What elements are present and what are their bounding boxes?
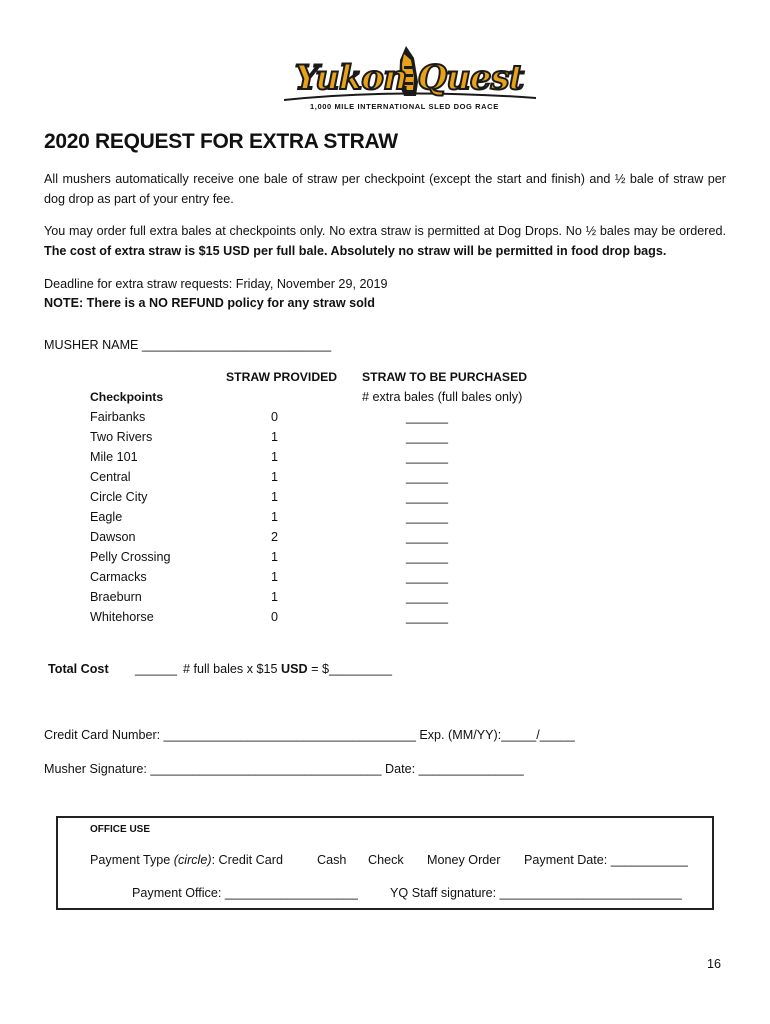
- page-title: 2020 REQUEST FOR EXTRA STRAW: [44, 130, 398, 153]
- checkpoint-name: Pelly Crossing: [90, 550, 171, 564]
- straw-provided-value: 1: [271, 430, 279, 444]
- extra-bales-field[interactable]: ______: [406, 590, 449, 604]
- refund-note: NOTE: There is a NO REFUND policy for any straw sold: [44, 296, 375, 310]
- yukon-quest-logo: [278, 44, 540, 116]
- credit-card-field[interactable]: Credit Card Number: ____________________________________ Exp. (MM/YY):_____/_____: [44, 728, 575, 742]
- payment-office-field[interactable]: Payment Office: ___________________: [132, 886, 358, 900]
- ordering-rules-text: You may order full extra bales at checkpoints only. No extra straw is permitted at Dog Drops. No ½ bales may be ordered.: [44, 224, 726, 238]
- intro-paragraph: All mushers automatically receive one bale of straw per checkpoint (except the start and finish) and ½ bale of straw per dog drop as part of your entry fee.: [44, 172, 726, 206]
- extra-bales-field[interactable]: ______: [406, 410, 449, 424]
- straw-provided-value: 0: [271, 410, 279, 424]
- straw-provided-value: 1: [271, 470, 279, 484]
- total-formula-text: # full bales x $15: [183, 662, 282, 676]
- checkpoint-name: Braeburn: [90, 590, 142, 604]
- payment-option-money-order[interactable]: Money Order: [427, 853, 501, 867]
- office-use-heading: OFFICE USE: [90, 824, 151, 835]
- payment-type-circle-hint: (circle): [173, 853, 212, 867]
- straw-provided-value: 1: [271, 450, 279, 464]
- deadline-text: Deadline for extra straw requests: Friday, November 29, 2019: [44, 277, 388, 291]
- straw-provided-value: 1: [271, 510, 279, 524]
- extra-bales-field[interactable]: ______: [406, 570, 449, 584]
- payment-option-cash[interactable]: Cash: [317, 853, 347, 867]
- checkpoint-name: Dawson: [90, 530, 136, 544]
- checkpoint-name: Carmacks: [90, 570, 147, 584]
- extra-bales-field[interactable]: ______: [406, 430, 449, 444]
- straw-provided-value: 2: [271, 530, 279, 544]
- page-number: 16: [707, 957, 722, 971]
- musher-signature-field[interactable]: Musher Signature: _________________________________ Date: _______________: [44, 762, 524, 776]
- total-cost-label: Total Cost: [48, 662, 109, 676]
- checkpoint-name: Central: [90, 470, 131, 484]
- ordering-rules-paragraph: [44, 221, 726, 261]
- checkpoint-name: Two Rivers: [90, 430, 153, 444]
- checkpoint-name: Whitehorse: [90, 610, 154, 624]
- checkpoint-name: Mile 101: [90, 450, 138, 464]
- cost-rules-text: The cost of extra straw is $15 USD per full bale. Absolutely no straw will be permitted in food drop bags.: [44, 244, 667, 258]
- extra-bales-field[interactable]: ______: [406, 490, 449, 504]
- payment-date-field[interactable]: Payment Date: ___________: [524, 853, 688, 867]
- payment-option-credit-card[interactable]: : Credit Card: [211, 853, 283, 867]
- logo-wordmark: Yukon Quest: [294, 58, 524, 98]
- payment-option-check[interactable]: Check: [368, 853, 404, 867]
- extra-bales-field[interactable]: ______: [406, 510, 449, 524]
- total-formula: [183, 662, 392, 676]
- straw-provided-value: 1: [271, 570, 279, 584]
- straw-provided-value: 1: [271, 590, 279, 604]
- office-use-box: [56, 816, 714, 910]
- musher-name-field[interactable]: MUSHER NAME ___________________________: [44, 338, 332, 352]
- extra-bales-field[interactable]: ______: [406, 610, 449, 624]
- straw-purchased-header: STRAW TO BE PURCHASED: [362, 370, 527, 384]
- total-currency: USD: [281, 662, 308, 676]
- payment-type-text: Payment Type: [90, 853, 174, 867]
- checkpoint-name: Eagle: [90, 510, 123, 524]
- extra-bales-field[interactable]: ______: [406, 550, 449, 564]
- straw-provided-header: STRAW PROVIDED: [226, 370, 338, 384]
- logo-tagline: 1,000 MILE INTERNATIONAL SLED DOG RACE: [310, 102, 499, 111]
- payment-type-label: [90, 853, 283, 867]
- extra-bales-field[interactable]: ______: [406, 530, 449, 544]
- total-amount-field[interactable]: = $_________: [307, 662, 393, 676]
- total-bales-field[interactable]: ______: [135, 662, 178, 676]
- checkpoints-header: Checkpoints: [90, 390, 164, 404]
- straw-provided-value: 1: [271, 490, 279, 504]
- straw-provided-value: 0: [271, 610, 279, 624]
- straw-provided-value: 1: [271, 550, 279, 564]
- staff-signature-field[interactable]: YQ Staff signature: __________________________: [390, 886, 682, 900]
- checkpoint-name: Fairbanks: [90, 410, 146, 424]
- extra-bales-field[interactable]: ______: [406, 470, 449, 484]
- checkpoint-name: Circle City: [90, 490, 148, 504]
- extra-bales-field[interactable]: ______: [406, 450, 449, 464]
- purchased-subheader: # extra bales (full bales only): [362, 390, 523, 404]
